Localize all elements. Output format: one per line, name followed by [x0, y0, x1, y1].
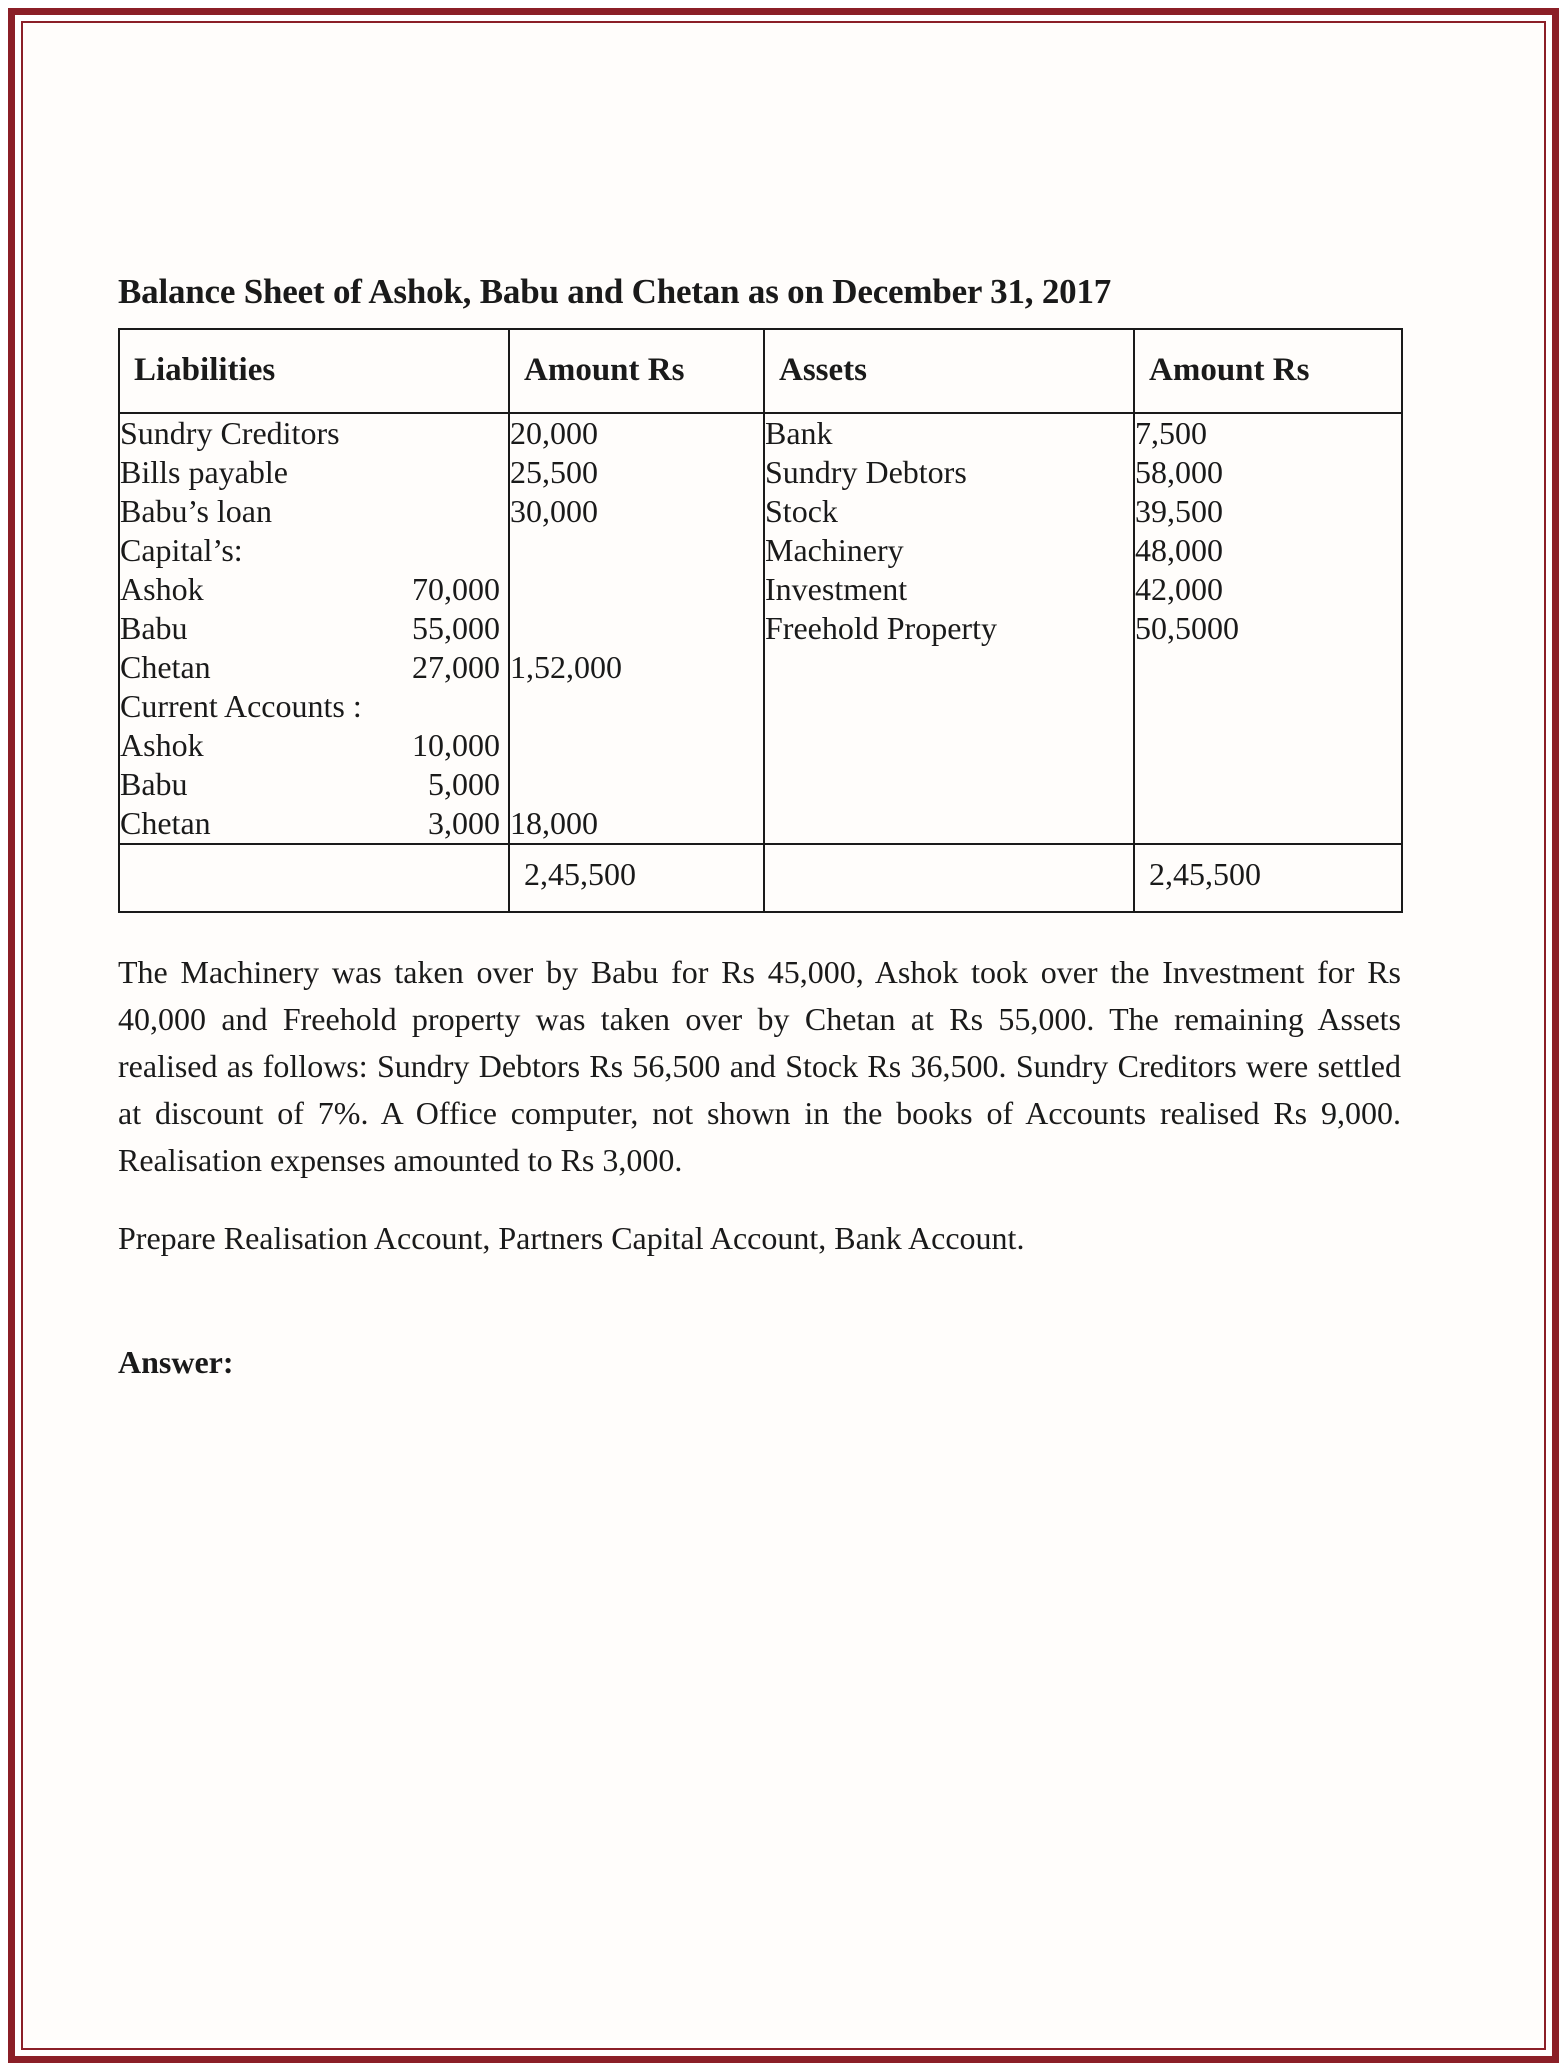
- liability-inner-amount: 27,000: [412, 649, 500, 686]
- list-item: [120, 414, 508, 453]
- asset-label: Bank: [765, 415, 833, 451]
- list-item: [120, 570, 508, 609]
- list-item: [120, 765, 508, 804]
- liability-label: Sundry Creditors: [120, 415, 340, 451]
- liability-label: Capital’s:: [120, 532, 243, 569]
- list-item: [120, 492, 508, 531]
- asset-label: Stock: [765, 493, 838, 530]
- liability-inner-amount: 55,000: [412, 610, 500, 647]
- liability-label: Babu: [120, 766, 188, 803]
- liability-inner-amount: 5,000: [428, 766, 500, 803]
- liabilities-amount-cell: [509, 413, 764, 844]
- answer-heading: Answer:: [118, 1343, 234, 1380]
- column-header-amount-right: Amount Rs: [1134, 329, 1402, 413]
- liability-inner-amount: 70,000: [412, 571, 500, 608]
- list-item: [120, 687, 508, 726]
- narrative-paragraph-1: The Machinery was taken over by Babu for Rs 45,000, Ashok took over the Investment for Rs 40,000 and Freehold property was taken over by Chetan at Rs 55,000. The remaining Assets realised as follows: Sundry Debtors Rs 56,500 and Stock Rs 36,500. Sundry Creditors were settled at discount of 7%. A Office computer, not shown in the books of Accounts realised Rs 9,000. Realisation expenses amounted to Rs 3,000.: [118, 954, 1401, 1179]
- liability-label: Current Accounts :: [120, 688, 362, 725]
- liability-label: Chetan: [120, 805, 211, 842]
- liability-label: Ashok: [120, 727, 204, 764]
- liability-amount: 30,000: [510, 493, 598, 530]
- asset-label: Investment: [765, 571, 908, 608]
- totals-assets-label: [764, 844, 1134, 912]
- list-item: [120, 453, 508, 492]
- asset-amount: 7,500: [1135, 415, 1207, 451]
- column-header-amount-left: Amount Rs: [509, 329, 764, 413]
- narrative-paragraph-2: Prepare Realisation Account, Partners Capital Account, Bank Account.: [118, 1219, 1025, 1256]
- table-totals-row: [119, 844, 1402, 912]
- asset-label: Machinery: [765, 532, 904, 569]
- list-item: [120, 609, 508, 648]
- asset-label: Sundry Debtors: [765, 454, 967, 491]
- asset-amount: 48,000: [1135, 532, 1223, 569]
- asset-amount: 58,000: [1135, 454, 1223, 491]
- column-header-assets: Assets: [764, 329, 1134, 413]
- liability-label: Bills payable: [120, 454, 288, 491]
- assets-cell: [764, 413, 1134, 844]
- liability-amount: 25,500: [510, 454, 598, 491]
- liability-inner-amount: [500, 531, 508, 570]
- liability-amount: 1,52,000: [510, 649, 622, 686]
- liability-inner-amount: 10,000: [412, 727, 500, 764]
- asset-label: Freehold Property: [765, 610, 997, 647]
- column-header-liabilities: Liabilities: [119, 329, 509, 413]
- liability-label: Ashok: [120, 571, 204, 608]
- list-item: [120, 804, 508, 843]
- liability-inner-amount: [500, 687, 508, 726]
- liability-label: Babu’s loan: [120, 493, 272, 530]
- list-item: [120, 531, 508, 570]
- asset-amount: 42,000: [1135, 571, 1223, 608]
- liability-inner-amount: 3,000: [428, 805, 500, 842]
- assets-amount-cell: [1134, 413, 1402, 844]
- asset-amount: 39,500: [1135, 493, 1223, 530]
- liability-amount: 18,000: [510, 805, 598, 842]
- list-item: [120, 726, 508, 765]
- page-title: Balance Sheet of Ashok, Babu and Chetan as on December 31, 2017: [118, 272, 1112, 311]
- table-header-row: [119, 329, 1402, 413]
- liability-inner-amount: [500, 414, 508, 453]
- table-body-row: [119, 413, 1402, 844]
- totals-liabilities-amount: 2,45,500: [509, 844, 764, 912]
- totals-assets-amount: 2,45,500: [1134, 844, 1402, 912]
- liability-label: Chetan: [120, 649, 211, 686]
- liability-amount: 20,000: [510, 415, 598, 451]
- liability-label: Babu: [120, 610, 188, 647]
- list-item: [120, 648, 508, 687]
- balance-sheet-table: [118, 328, 1403, 913]
- totals-liabilities-label: [119, 844, 509, 912]
- liability-inner-amount: [500, 492, 508, 531]
- document-content: [118, 272, 1401, 1381]
- liabilities-cell: [119, 413, 509, 844]
- asset-amount: 50,5000: [1135, 610, 1239, 647]
- liability-inner-amount: [500, 453, 508, 492]
